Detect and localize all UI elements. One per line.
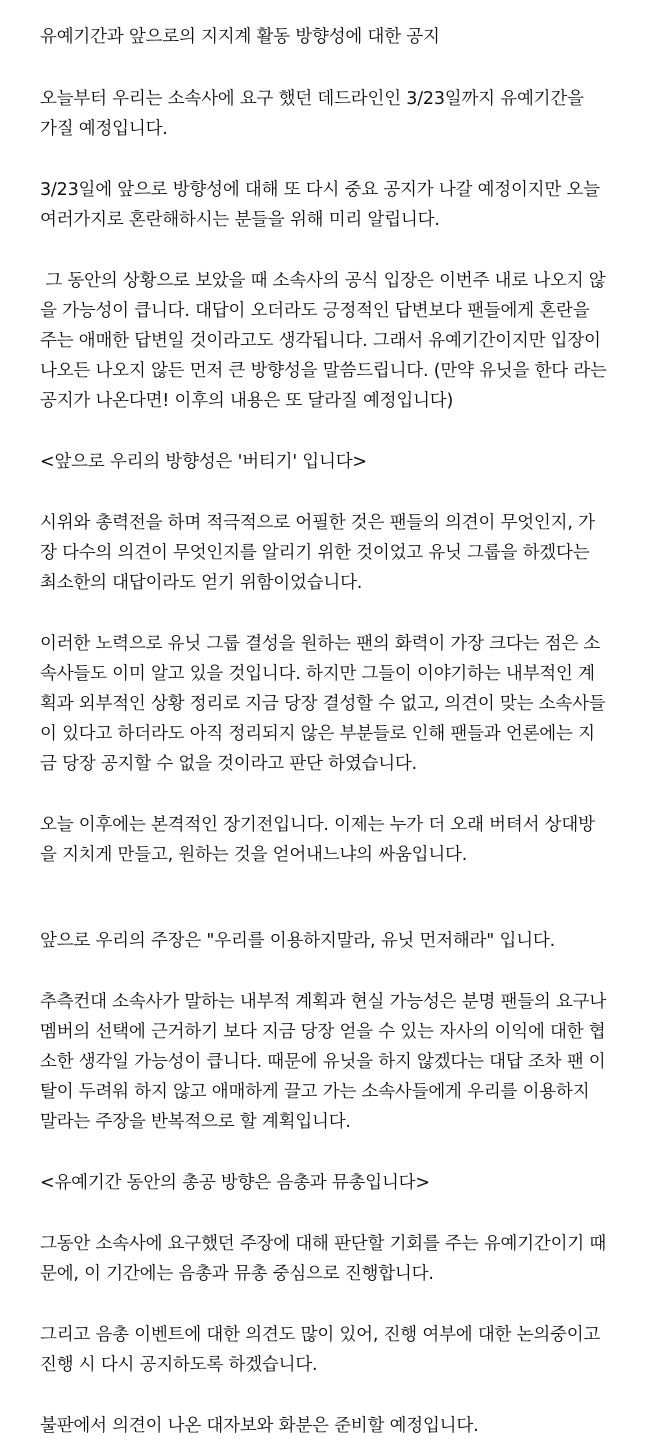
paragraph-fan-power [40, 629, 624, 779]
text-line: 속사들도 이미 알고 있을 것입니다. 하지만 그들이 이야기하는 내부적인 계 [40, 664, 595, 684]
text-line: <앞으로 우리의 방향성은 '버티기' 입니다> [40, 452, 367, 472]
notice-title: 유예기간과 앞으로의 지지계 활동 방향성에 대한 공지 [40, 27, 440, 47]
text-line: 그동안 소속사에 요구했던 주장에 대해 판단할 기회를 주는 유예기간이기 때 [40, 1234, 607, 1254]
text-line: 금 당장 공지할 수 없을 것이라고 판단 하였습니다. [40, 754, 418, 774]
text-line: 공지가 나온다면! 이후의 내용은 또 달라질 예정입니다) [40, 391, 454, 411]
text-line: 오늘 이후에는 본격적인 장기전입니다. 이제는 누가 더 오래 버텨서 상대방 [40, 815, 595, 835]
text-line: 그 동안의 상황으로 보았을 때 소속사의 공식 입장은 이번주 내로 나오지 않 [40, 271, 606, 291]
text-line: 멤버의 선택에 근거하기 보다 지금 당장 얻을 수 있는 자사의 이익에 대한 협 [40, 1022, 606, 1042]
text-line: 오늘부터 우리는 소속사에 요구 했던 데드라인인 3/23일까지 유예기간을 [40, 89, 584, 109]
text-line: 소한 생각일 가능성이 큽니다. 때문에 유닛을 하지 않겠다는 대답 조차 팬 이 [40, 1052, 606, 1072]
text-line: 최소한의 대답이라도 얻기 위함이었습니다. [40, 573, 363, 593]
text-line: <유예기간 동안의 총공 방향은 음총과 뮤총입니다> [40, 1173, 430, 1193]
paragraph-agency-plans [40, 987, 624, 1137]
text-line: 획과 외부적인 상황 정리로 지금 당장 결성할 수 없고, 의견이 맞는 소속사들 [40, 694, 606, 714]
section-heading-streaming [40, 1168, 624, 1198]
text-line: 나오든 나오지 않든 먼저 큰 방향성을 말씀드립니다. (만약 유닛을 한다 라는 [40, 361, 607, 381]
text-line: 추측컨대 소속사가 말하는 내부적 계획과 현실 가능성은 분명 팬들의 요구나 [40, 992, 607, 1012]
text-line: 문에, 이 기간에는 음총과 뮤총 중심으로 진행합니다. [40, 1264, 434, 1284]
text-line: 가질 예정입니다. [40, 119, 168, 139]
text-line: 진행 시 다시 공지하도록 하겠습니다. [40, 1355, 318, 1375]
paragraph-grace-period [40, 84, 624, 144]
text-line: 장 다수의 의견이 무엇인지를 알리기 위한 것이었고 유닛 그룹을 하겠다는 [40, 543, 590, 563]
text-line: 이러한 노력으로 유닛 그룹 결성을 원하는 팬의 화력이 가장 크다는 점은 소 [40, 634, 601, 654]
text-line: 말라는 주장을 반복적으로 할 계획입니다. [40, 1112, 351, 1132]
text-line: 주는 애매한 답변일 것이라고도 생각됩니다. 그래서 유예기간이지만 입장이 [40, 331, 601, 351]
paragraph-poster-flowers [40, 1411, 624, 1441]
text-line: 을 지치게 만들고, 원하는 것을 얻어내느냐의 싸움입니다. [40, 845, 468, 865]
paragraph-agency-position [40, 266, 624, 416]
text-line: 탈이 두려워 하지 않고 애매하게 끌고 가는 소속사들에게 우리를 이용하지 [40, 1082, 590, 1102]
section-heading-direction [40, 447, 624, 477]
text-line: 이 있다고 하더라도 아직 정리되지 않은 부분들로 인해 팬들과 언론에는 지 [40, 724, 595, 744]
paragraph-our-claim [40, 926, 624, 956]
paragraph-streaming-event [40, 1320, 624, 1380]
paragraph-long-battle [40, 810, 624, 870]
text-line: 시위와 총력전을 하며 적극적으로 어필한 것은 팬들의 의견이 무엇인지, 가 [40, 513, 595, 533]
text-line: 불판에서 의견이 나온 대자보와 화분은 준비할 예정입니다. [40, 1416, 479, 1436]
paragraph-streaming-focus [40, 1229, 624, 1289]
text-line: 3/23일에 앞으로 방향성에 대해 또 다시 중요 공지가 나갈 예정이지만 오늘 [40, 180, 600, 200]
text-line: 을 가능성이 큽니다. 대답이 오더라도 긍정적인 답변보다 팬들에게 혼란을 [40, 301, 590, 321]
paragraph-advance-notice [40, 175, 624, 235]
text-line: 앞으로 우리의 주장은 "우리를 이용하지말라, 유닛 먼저해라" 입니다. [40, 931, 555, 951]
paragraph-protest-purpose [40, 508, 624, 598]
text-line: 여러가지로 혼란해하시는 분들을 위해 미리 알립니다. [40, 210, 440, 230]
text-line: 그리고 음총 이벤트에 대한 의견도 많이 있어, 진행 여부에 대한 논의중이고 [40, 1325, 601, 1345]
